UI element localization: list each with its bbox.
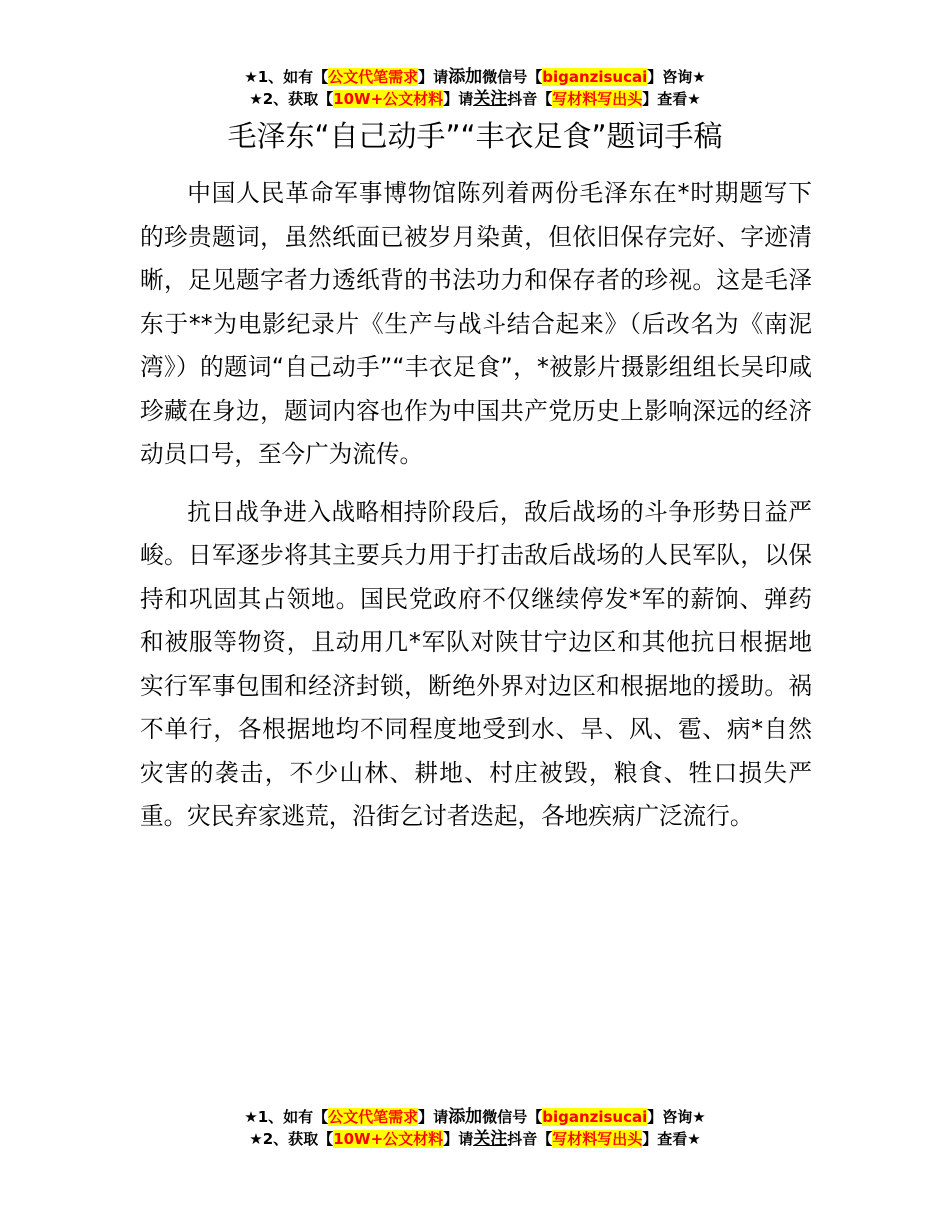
banner-emphasis: 关注 (473, 89, 508, 109)
banner-highlight: 10W+公文材料 (333, 1130, 444, 1148)
banner-text: 】查看★ (642, 1130, 701, 1148)
banner-text: 】请 (418, 68, 449, 86)
banner-line-2 (0, 88, 950, 110)
banner-emphasis: 添加 (448, 67, 483, 87)
banner-text: ★1、如有【 (244, 1108, 329, 1126)
paragraph: 抗日战争进入战略相持阶段后，敌后战场的斗争形势日益严峻。日军逐步将其主要兵力用于打击敌后战场的人民军队，以保持和巩固其占领地。国民党政府不仅继续停发*军的薪饷、弹药和被服等物资，且动用几*军队对陕甘宁边区和其他抗日根据地实行军事包围和经济封锁，断绝外界对边区和根据地的援助。祸不单行，各根据地均不同程度地受到水、旱、风、雹、病*自然灾害的袭击，不少山林、耕地、村庄被毁，粮食、牲口损失严重。灾民弃家逃荒，沿街乞讨者迭起，各地疾病广泛流行。 (140, 497, 812, 830)
banner-text: ★1、如有【 (244, 68, 329, 86)
banner-highlight: 写材料写出头 (552, 90, 643, 108)
banner-line-1 (0, 66, 950, 88)
banner-highlight: biganzisucai (542, 68, 648, 86)
footer-banner (0, 1106, 950, 1150)
banner-text: 】请 (418, 1108, 449, 1126)
banner-highlight: 写材料写出头 (552, 1130, 643, 1148)
banner-highlight: 10W+公文材料 (333, 90, 444, 108)
header-banner (0, 66, 950, 110)
banner-text: 抖音【 (507, 1130, 553, 1148)
banner-line-1 (0, 1106, 950, 1128)
banner-emphasis: 添加 (448, 1107, 483, 1127)
banner-text: 】咨询★ (647, 68, 706, 86)
banner-highlight: 公文代笔需求 (328, 68, 419, 86)
banner-text: 微信号【 (482, 68, 543, 86)
banner-text: 微信号【 (482, 1108, 543, 1126)
banner-highlight: biganzisucai (542, 1108, 648, 1126)
banner-text: 】请 (443, 90, 474, 108)
banner-highlight: 公文代笔需求 (328, 1108, 419, 1126)
banner-text: 】查看★ (642, 90, 701, 108)
document-body (140, 172, 812, 853)
banner-text: 】咨询★ (647, 1108, 706, 1126)
banner-text: ★2、获取【 (249, 1130, 334, 1148)
banner-line-2 (0, 1128, 950, 1150)
banner-text: 】请 (443, 1130, 474, 1148)
banner-text: 抖音【 (507, 90, 553, 108)
paragraph: 中国人民革命军事博物馆陈列着两份毛泽东在*时期题写下的珍贵题词，虽然纸面已被岁月染黄，但依旧保存完好、字迹清晰，足见题字者力透纸背的书法功力和保存者的珍视。这是毛泽东于**为电影纪录片《生产与战斗结合起来》（后改名为《南泥湾》）的题词“自己动手”“丰衣足食”，*被影片摄影组组长吴印咸珍藏在身边，题词内容也作为中国共产党历史上影响深远的经济动员口号，至今广为流传。 (140, 179, 812, 468)
document-title: 毛泽东“自己动手”“丰衣足食”题词手稿 (227, 119, 723, 153)
banner-text: ★2、获取【 (249, 90, 334, 108)
banner-emphasis: 关注 (473, 1129, 508, 1149)
